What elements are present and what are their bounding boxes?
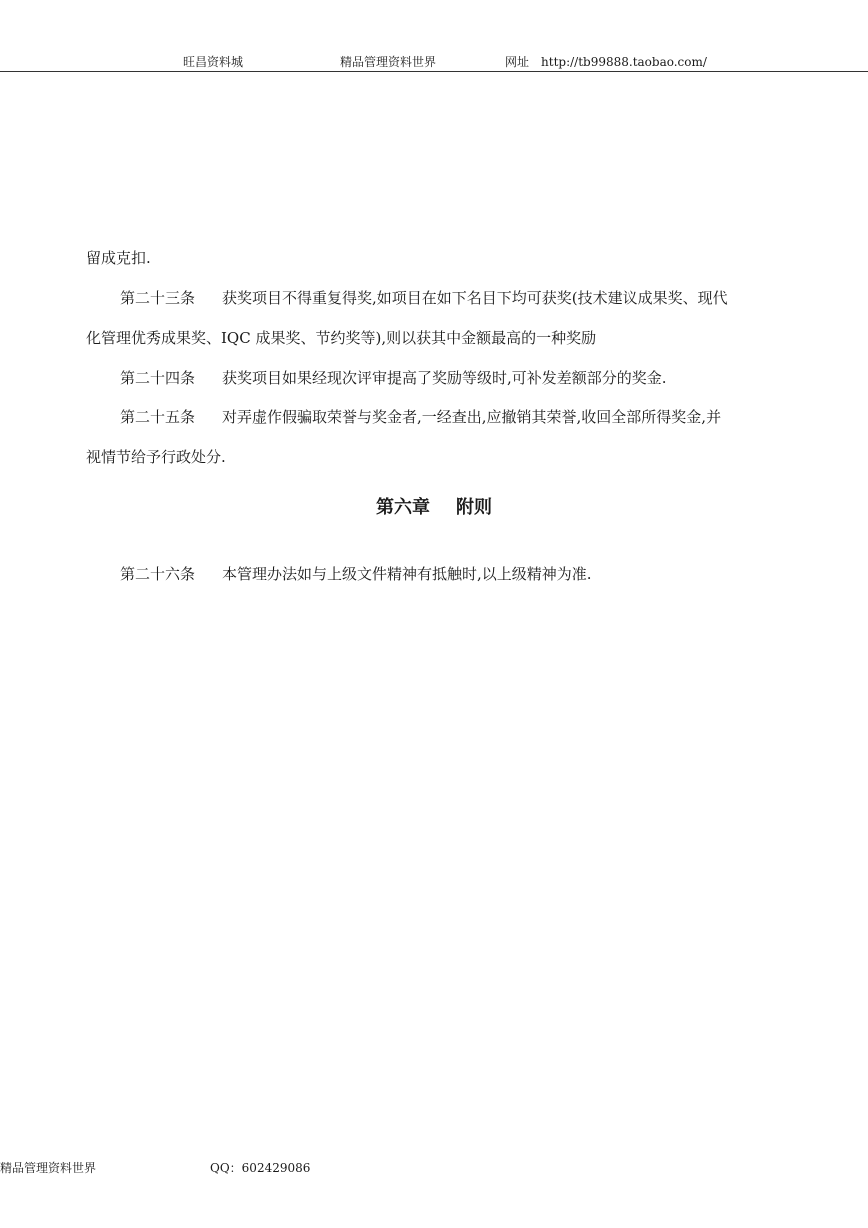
header-url-group bbox=[505, 53, 707, 70]
chapter-heading bbox=[0, 495, 868, 521]
header-url: http://tb99888.taobao.com/ bbox=[541, 55, 707, 69]
article-25-number: 第二十五条 bbox=[120, 408, 196, 426]
article-23-line-1 bbox=[120, 286, 820, 310]
article-25-line-2: 视情节给予行政处分. bbox=[86, 448, 226, 466]
header-url-label: 网址 bbox=[505, 55, 530, 69]
article-24-number: 第二十四条 bbox=[120, 369, 196, 387]
chapter-number: 第六章 bbox=[376, 497, 430, 518]
article-26-text: 本管理办法如与上级文件精神有抵触时,以上级精神为准. bbox=[222, 565, 592, 583]
article-23-text-1: 获奖项目不得重复得奖,如项目在如下名目下均可获奖(技术建议成果奖、现代 bbox=[222, 289, 728, 307]
footer-qq: QQ：602429086 bbox=[210, 1161, 311, 1175]
header-rule bbox=[0, 71, 868, 72]
article-26 bbox=[120, 562, 820, 586]
article-26-number: 第二十六条 bbox=[120, 565, 196, 583]
header-site-name: 旺昌资料城 bbox=[183, 55, 244, 69]
article-25-line-1 bbox=[120, 405, 820, 429]
page-header bbox=[0, 53, 868, 73]
paragraph-continuation: 留成克扣. bbox=[86, 249, 151, 267]
article-24 bbox=[120, 366, 820, 390]
header-slogan: 精品管理资料世界 bbox=[340, 55, 437, 69]
article-23-number: 第二十三条 bbox=[120, 289, 196, 307]
footer-site-name: 精品管理资料世界 bbox=[0, 1161, 97, 1175]
article-23-line-2: 化管理优秀成果奖、IQC 成果奖、节约奖等),则以获其中金额最高的一种奖励 bbox=[86, 329, 597, 347]
article-25-text-1: 对弄虚作假骗取荣誉与奖金者,一经查出,应撤销其荣誉,收回全部所得奖金,并 bbox=[222, 408, 722, 426]
chapter-title: 附则 bbox=[456, 497, 492, 518]
article-24-text: 获奖项目如果经现次评审提高了奖励等级时,可补发差额部分的奖金. bbox=[222, 369, 667, 387]
